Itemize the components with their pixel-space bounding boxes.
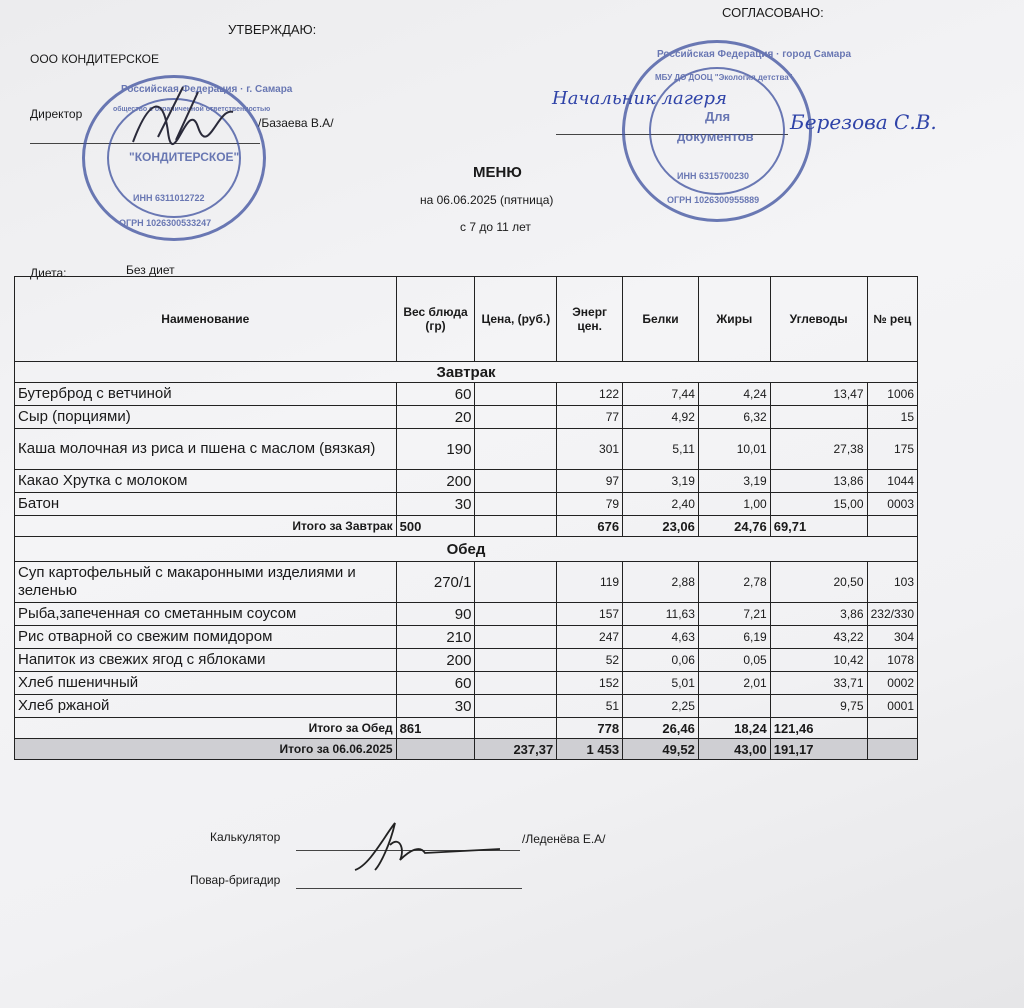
director-name: /Базаева В.А/	[258, 116, 334, 130]
table-row	[15, 626, 918, 649]
dish-recipe: 1078	[867, 649, 917, 672]
chef-label: Повар-бригадир	[190, 873, 281, 887]
agreed-title: СОГЛАСОВАНО:	[722, 5, 824, 20]
dish-price	[475, 626, 557, 649]
dish-name: Сыр (порциями)	[15, 406, 397, 429]
diet-value: Без диет	[126, 263, 175, 277]
dish-energy: 79	[557, 493, 623, 516]
dish-weight: 60	[396, 672, 475, 695]
stamp-outer-text: Российская Федерация · город Самара	[657, 49, 852, 60]
col-header-energy: Энерг цен.	[557, 277, 623, 362]
dish-weight: 60	[396, 383, 475, 406]
total-price	[475, 516, 557, 537]
total-recipe-empty	[867, 718, 917, 739]
dish-recipe: 0002	[867, 672, 917, 695]
table-row	[15, 672, 918, 695]
dish-carbs: 13,47	[770, 383, 867, 406]
menu-date: на 06.06.2025 (пятница)	[420, 193, 554, 207]
total-label: Итого за Завтрак	[15, 516, 397, 537]
total-energy: 676	[557, 516, 623, 537]
dish-fat: 6,19	[698, 626, 770, 649]
dish-energy: 77	[557, 406, 623, 429]
dish-price	[475, 603, 557, 626]
dish-name: Рис отварной со свежим помидором	[15, 626, 397, 649]
dish-carbs: 43,22	[770, 626, 867, 649]
grand-total-protein: 49,52	[623, 739, 699, 760]
dish-carbs: 10,42	[770, 649, 867, 672]
dish-recipe: 1006	[867, 383, 917, 406]
dish-energy: 119	[557, 562, 623, 603]
dish-protein: 11,63	[623, 603, 699, 626]
dish-recipe: 304	[867, 626, 917, 649]
dish-protein: 5,01	[623, 672, 699, 695]
dish-recipe: 15	[867, 406, 917, 429]
director-signature-icon	[128, 82, 238, 162]
dish-protein: 2,88	[623, 562, 699, 603]
dish-fat: 2,78	[698, 562, 770, 603]
dish-recipe: 0003	[867, 493, 917, 516]
dish-carbs: 27,38	[770, 429, 867, 470]
agreed-signer-handwriting: Начальник лагеря	[552, 88, 727, 109]
dish-protein: 2,25	[623, 695, 699, 718]
director-label: Директор	[30, 107, 83, 121]
grand-total-carbs: 191,17	[770, 739, 867, 760]
dish-protein: 3,19	[623, 470, 699, 493]
dish-price	[475, 649, 557, 672]
total-energy: 778	[557, 718, 623, 739]
dish-name: Напиток из свежих ягод с яблоками	[15, 649, 397, 672]
dish-price	[475, 562, 557, 603]
dish-price	[475, 695, 557, 718]
dish-name: Рыба,запеченная со сметанным соусом	[15, 603, 397, 626]
chef-signature-line	[296, 888, 522, 889]
grand-total-weight	[396, 739, 475, 760]
dish-protein: 2,40	[623, 493, 699, 516]
stamp-ogrn-text: ОГРН 1026300955889	[667, 195, 760, 205]
dish-energy: 51	[557, 695, 623, 718]
table-row	[15, 603, 918, 626]
total-price	[475, 718, 557, 739]
menu-title: МЕНЮ	[473, 164, 522, 181]
total-protein: 23,06	[623, 516, 699, 537]
dish-weight: 200	[396, 470, 475, 493]
total-protein: 26,46	[623, 718, 699, 739]
diet-label: Диета:	[30, 266, 67, 280]
dish-weight: 30	[396, 695, 475, 718]
organization-stamp-right	[622, 40, 852, 222]
table-row	[15, 695, 918, 718]
total-carbs: 121,46	[770, 718, 867, 739]
dish-price	[475, 429, 557, 470]
dish-name: Суп картофельный с макаронными изделиями и зеленью	[15, 562, 397, 603]
stamp-center-text-2: документов	[677, 129, 754, 144]
dish-weight: 20	[396, 406, 475, 429]
dish-weight: 200	[396, 649, 475, 672]
dish-recipe: 103	[867, 562, 917, 603]
stamp-mid-text: МБУ ДО ДООЦ "Экология детства"	[655, 73, 793, 82]
dish-protein: 4,92	[623, 406, 699, 429]
dish-name: Бутерброд с ветчиной	[15, 383, 397, 406]
dish-fat: 7,21	[698, 603, 770, 626]
stamp-inn-text: ИНН 6315700230	[677, 171, 750, 181]
grand-total-energy: 1 453	[557, 739, 623, 760]
stamp-center-text: "КОНДИТЕРСКОЕ"	[129, 150, 240, 164]
dish-protein: 7,44	[623, 383, 699, 406]
dish-energy: 122	[557, 383, 623, 406]
dish-recipe: 232/330	[867, 603, 917, 626]
table-row	[15, 493, 918, 516]
table-row	[15, 470, 918, 493]
dish-energy: 301	[557, 429, 623, 470]
calculator-label: Калькулятор	[210, 830, 281, 844]
dish-protein: 5,11	[623, 429, 699, 470]
org-name: ООО КОНДИТЕРСКОЕ	[30, 52, 160, 66]
dish-carbs: 3,86	[770, 603, 867, 626]
total-label: Итого за Обед	[15, 718, 397, 739]
agreed-name-handwriting: Березова С.В.	[790, 110, 937, 134]
grand-total-row	[15, 739, 918, 760]
dish-name: Каша молочная из риса и пшена с маслом (вязкая)	[15, 429, 397, 470]
stamp-outer-text: Российская Федерация · г. Самара	[121, 84, 293, 95]
dish-weight: 90	[396, 603, 475, 626]
dish-weight: 270/1	[396, 562, 475, 603]
table-row	[15, 649, 918, 672]
stamp-center-text-1: Для	[705, 109, 731, 124]
total-weight: 500	[396, 516, 475, 537]
dish-recipe: 1044	[867, 470, 917, 493]
table-row	[15, 406, 918, 429]
dish-fat: 4,24	[698, 383, 770, 406]
dish-protein: 4,63	[623, 626, 699, 649]
calculator-signature-icon	[350, 815, 510, 875]
dish-price	[475, 470, 557, 493]
dish-price	[475, 406, 557, 429]
approve-title: УТВЕРЖДАЮ:	[228, 22, 317, 37]
dish-name: Батон	[15, 493, 397, 516]
total-recipe-empty	[867, 516, 917, 537]
dish-carbs: 9,75	[770, 695, 867, 718]
col-header-weight: Вес блюда (гр)	[396, 277, 475, 362]
dish-protein: 0,06	[623, 649, 699, 672]
dish-carbs: 20,50	[770, 562, 867, 603]
stamp-inn-text: ИНН 6311012722	[133, 193, 205, 203]
total-fat: 24,76	[698, 516, 770, 537]
breakfast-total-row	[15, 516, 918, 537]
dish-fat: 10,01	[698, 429, 770, 470]
dish-energy: 247	[557, 626, 623, 649]
table-row	[15, 562, 918, 603]
dish-fat: 6,32	[698, 406, 770, 429]
calculator-name: /Леденёва Е.А/	[522, 832, 606, 846]
dish-weight: 30	[396, 493, 475, 516]
col-header-name: Наименование	[15, 277, 397, 362]
dish-energy: 152	[557, 672, 623, 695]
dish-carbs: 13,86	[770, 470, 867, 493]
menu-age-group: с 7 до 11 лет	[460, 220, 531, 234]
section-breakfast	[15, 362, 918, 383]
col-header-protein: Белки	[623, 277, 699, 362]
dish-fat: 0,05	[698, 649, 770, 672]
dish-recipe: 0001	[867, 695, 917, 718]
lunch-total-row	[15, 718, 918, 739]
table-row	[15, 429, 918, 470]
dish-price	[475, 383, 557, 406]
dish-weight: 210	[396, 626, 475, 649]
table-header-row	[15, 277, 918, 362]
section-title: Завтрак	[15, 362, 918, 383]
dish-carbs: 33,71	[770, 672, 867, 695]
stamp-mid-text: общество с ограниченной ответственностью	[113, 106, 271, 113]
grand-total-fat: 43,00	[698, 739, 770, 760]
dish-recipe: 175	[867, 429, 917, 470]
dish-price	[475, 493, 557, 516]
total-carbs: 69,71	[770, 516, 867, 537]
dish-fat	[698, 695, 770, 718]
grand-total-price: 237,37	[475, 739, 557, 760]
total-weight: 861	[396, 718, 475, 739]
dish-fat: 3,19	[698, 470, 770, 493]
dish-weight: 190	[396, 429, 475, 470]
dish-name: Хлеб ржаной	[15, 695, 397, 718]
col-header-price: Цена, (руб.)	[475, 277, 557, 362]
dish-fat: 2,01	[698, 672, 770, 695]
dish-carbs: 15,00	[770, 493, 867, 516]
total-fat: 18,24	[698, 718, 770, 739]
dish-carbs	[770, 406, 867, 429]
dish-energy: 52	[557, 649, 623, 672]
grand-total-label: Итого за 06.06.2025	[15, 739, 397, 760]
col-header-recipe: № рец	[867, 277, 917, 362]
dish-energy: 157	[557, 603, 623, 626]
dish-energy: 97	[557, 470, 623, 493]
dish-name: Хлеб пшеничный	[15, 672, 397, 695]
stamp-ogrn-text: ОГРН 1026300533247	[119, 218, 212, 228]
section-title: Обед	[15, 537, 918, 562]
grand-total-recipe-empty	[867, 739, 917, 760]
dish-fat: 1,00	[698, 493, 770, 516]
menu-table	[14, 276, 918, 760]
dish-name: Какао Хрутка с молоком	[15, 470, 397, 493]
table-row	[15, 383, 918, 406]
section-lunch	[15, 537, 918, 562]
dish-price	[475, 672, 557, 695]
col-header-fat: Жиры	[698, 277, 770, 362]
col-header-carbs: Углеводы	[770, 277, 867, 362]
